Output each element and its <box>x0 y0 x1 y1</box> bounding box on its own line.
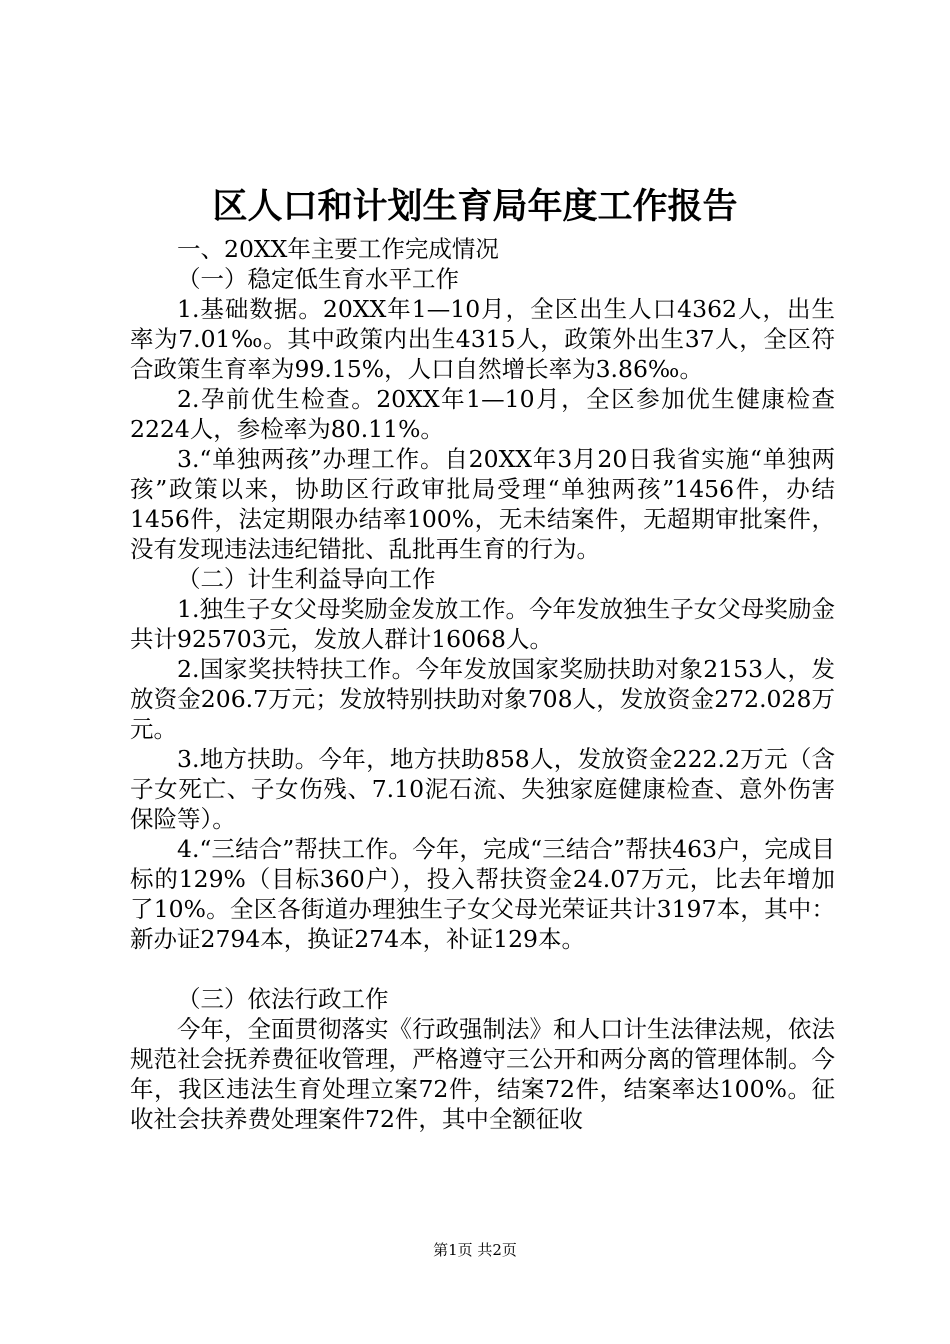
paragraph: 2.孕前优生检查。20XX年1—10月，全区参加优生健康检查2224人，参检率为80.11%。 <box>130 385 835 443</box>
subsection-heading: （三）依法行政工作 <box>177 985 389 1013</box>
paragraph: 1.独生子女父母奖励金发放工作。今年发放独生子女父母奖励金共计925703元，发放人群计16068人。 <box>130 595 835 653</box>
subsection-heading: （一）稳定低生育水平工作 <box>177 265 459 293</box>
paragraph: 今年，全面贯彻落实《行政强制法》和人口计生法律法规，依法规范社会抚养费征收管理，严格遵守三公开和两分离的管理体制。今年，我区违法生育处理立案72件，结案72件，结案率达100%。征收社会扶养费处理案件72件，其中全额征收 <box>130 1015 835 1133</box>
paragraph: 4.“三结合”帮扶工作。今年，完成“三结合”帮扶463户，完成目标的129%（目标360户），投入帮扶资金24.07万元，比去年增加了10%。全区各街道办理独生子女父母光荣证共计3197本，其中：新办证2794本，换证274本，补证129本。 <box>130 835 835 953</box>
paragraph: 2.国家奖扶特扶工作。今年发放国家奖励扶助对象2153人，发放资金206.7万元；发放特别扶助对象708人，发放资金272.028万元。 <box>130 655 835 743</box>
paragraph: 1.基础数据。20XX年1—10月，全区出生人口4362人，出生率为7.01‰。其中政策内出生4315人，政策外出生37人，全区符合政策生育率为99.15%，人口自然增长率为3.86‰。 <box>130 295 835 383</box>
subsection-heading: （二）计生利益导向工作 <box>177 565 436 593</box>
paragraph: 3.“单独两孩”办理工作。自20XX年3月20日我省实施“单独两孩”政策以来，协助区行政审批局受理“单独两孩”1456件，办结1456件，法定期限办结率100%，无未结案件，无超期审批案件，没有发现违法违纪错批、乱批再生育的行为。 <box>130 445 835 563</box>
paragraph: 3.地方扶助。今年，地方扶助858人，发放资金222.2万元（含子女死亡、子女伤残、7.10泥石流、失独家庭健康检查、意外伤害保险等）。 <box>130 745 835 833</box>
document-title: 区人口和计划生育局年度工作报告 <box>212 186 738 227</box>
page-number: 第1页 共2页 <box>433 1241 517 1259</box>
document-body <box>130 234 835 1134</box>
section-heading: 一、20XX年主要工作完成情况 <box>177 235 499 263</box>
